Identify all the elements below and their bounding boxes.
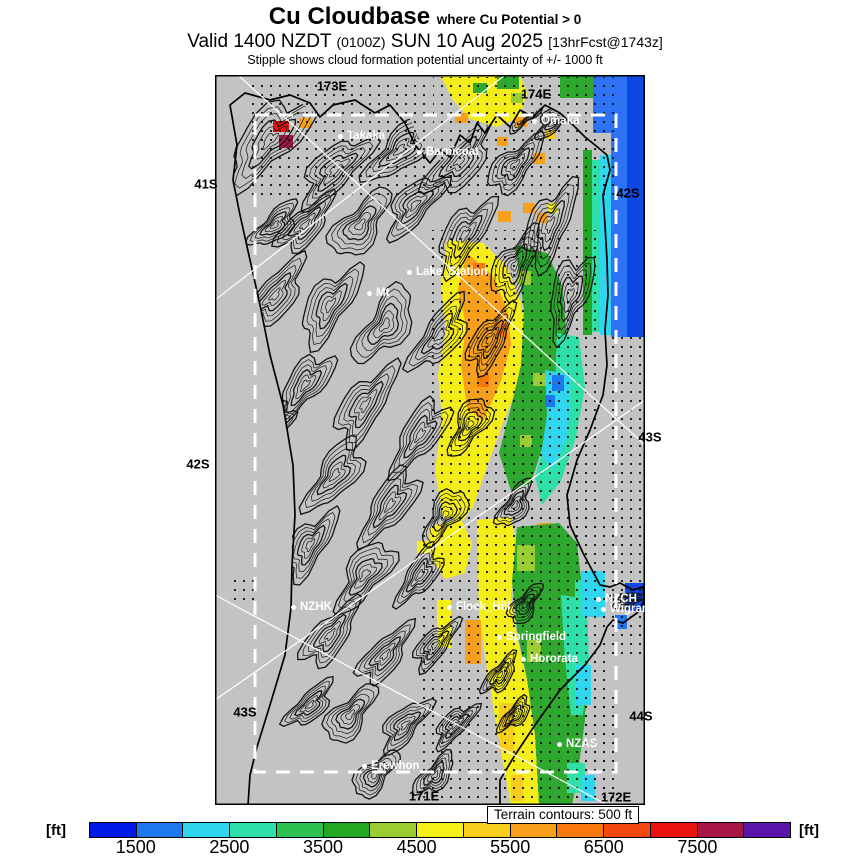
place-name: Wigram <box>610 603 653 615</box>
colorbar-segment <box>464 823 511 837</box>
colorbar-segment <box>324 823 371 837</box>
forecast-run: [13hrFcst@1743z] <box>548 33 663 50</box>
place-name: Takaka <box>347 130 386 142</box>
valid-time: Valid 1400 NZDT <box>187 30 332 52</box>
grid-label: 43S <box>233 704 257 720</box>
place-name: Flock_Hill <box>456 601 511 613</box>
colorbar-segment <box>651 823 698 837</box>
grid-label: 42S <box>186 456 210 472</box>
colorbar-segment <box>137 823 184 837</box>
colorbar-segment <box>183 823 230 837</box>
colorbar-segment <box>370 823 417 837</box>
colorbar-unit-left: [ft] <box>46 822 66 839</box>
colorbar-tick-label: 5500 <box>490 837 531 857</box>
grid-label: 44S <box>629 708 653 724</box>
place-name: Omaka <box>541 115 580 127</box>
colorbar-segment <box>511 823 558 837</box>
grid-label: 171E <box>408 788 440 804</box>
map-canvas <box>215 75 645 805</box>
grid-label: 172E <box>600 789 632 805</box>
colorbar-segment <box>744 823 790 837</box>
colorbar-segment <box>604 823 651 837</box>
place-name: NZHK <box>300 601 332 613</box>
map <box>215 75 645 805</box>
place-name: Springfield <box>506 631 567 643</box>
grid-label: 41S <box>194 176 218 192</box>
grid-label: 43S <box>638 429 662 445</box>
terrain-note: Terrain contours: 500 ft <box>487 806 639 824</box>
place-name: NZAS <box>566 738 598 750</box>
place-name: Lake_Station <box>416 266 488 278</box>
colorbar-unit-right: [ft] <box>799 822 819 839</box>
valid-line <box>0 31 850 53</box>
colorbar-tick-label: 6500 <box>583 837 624 857</box>
colorbar-tick-label: 7500 <box>677 837 718 857</box>
place-name: Barnicoat <box>426 146 480 158</box>
title-line <box>0 3 850 31</box>
place-name: NZCH <box>605 593 637 605</box>
colorbar-segment <box>557 823 604 837</box>
grid-label: 173E <box>316 78 348 94</box>
colorbar-tick-label: 2500 <box>209 837 250 857</box>
colorbar-segment <box>277 823 324 837</box>
colorbar <box>89 822 791 838</box>
place-name: Erewhon <box>371 760 420 772</box>
grid-label: 174E <box>520 86 552 102</box>
colorbar-tick-label: 3500 <box>302 837 344 857</box>
colorbar-segment <box>230 823 277 837</box>
place-name: Hororata <box>530 653 578 665</box>
colorbar-segment <box>90 823 137 837</box>
colorbar-tick-label: 4500 <box>396 837 437 857</box>
valid-date: SUN 10 Aug 2025 <box>390 30 543 52</box>
colorbar-segment <box>698 823 745 837</box>
valid-zulu: (0100Z) <box>336 33 386 50</box>
title-qualifier: where Cu Potential > 0 <box>436 12 582 27</box>
colorbar-segment <box>417 823 464 837</box>
page-title: Cu Cloudbase <box>268 3 431 30</box>
grid-label: 42S <box>616 185 640 201</box>
colorbar-tick-label: 1500 <box>115 837 156 857</box>
colorbar-ticks <box>89 837 791 859</box>
header <box>0 3 850 68</box>
place-name: Mt <box>376 287 390 299</box>
stipple-subtitle: Stipple shows cloud formation potential uncertainty of +/- 1000 ft <box>247 53 603 68</box>
